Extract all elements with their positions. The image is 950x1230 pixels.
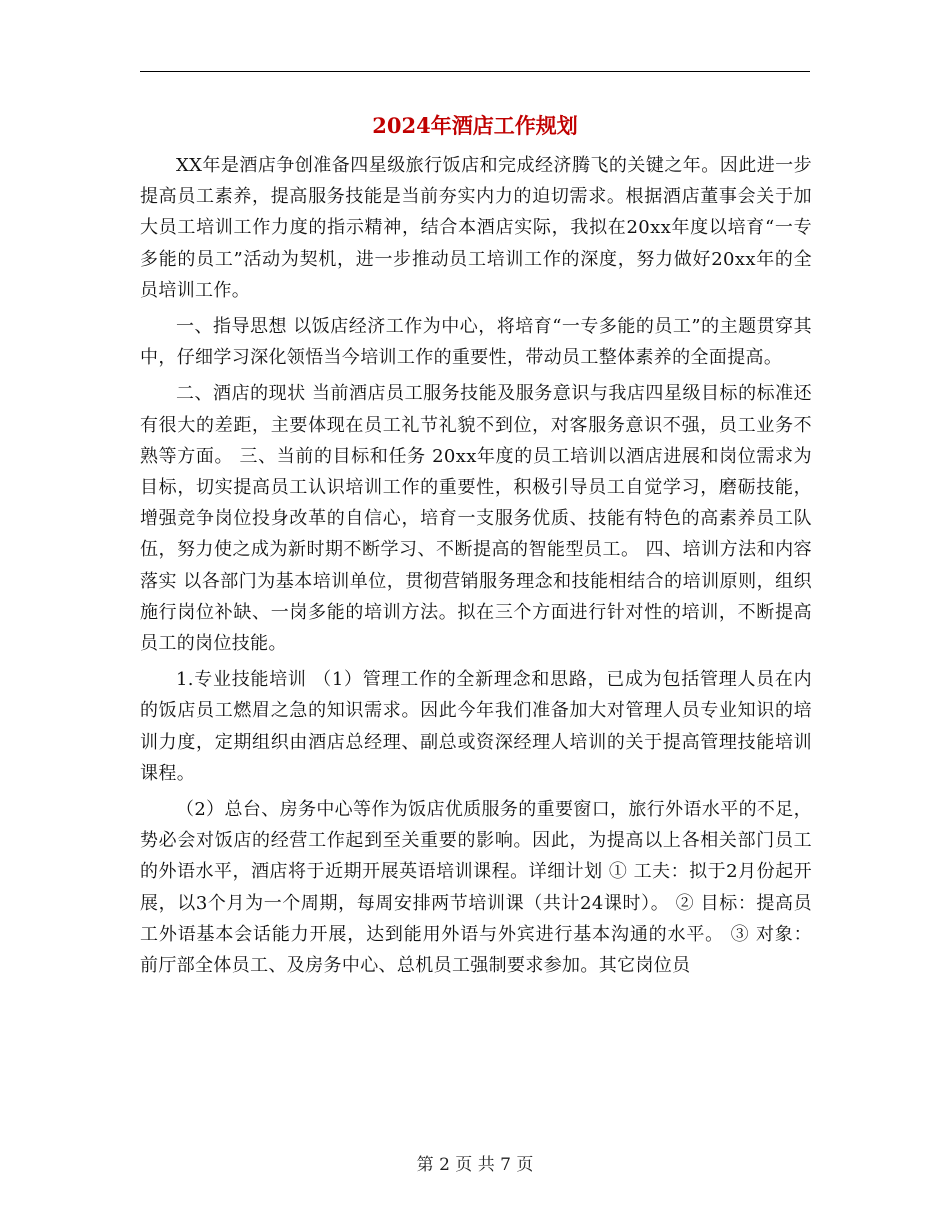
page-number: 第 2 页 共 7 页	[416, 1155, 534, 1175]
paragraph-guiding-thought: 一、指导思想 以饭店经济工作为中心，将培育“一专多能的员工”的主题贯穿其中，仔细学习深化领悟当今培训工作的重要性，带动员工整体素养的全面提高。	[140, 316, 812, 369]
paragraph-status-goals-methods: 二、酒店的现状 当前酒店员工服务技能及服务意识与我店四星级目标的标准还有很大的差距，主要体现在员工礼节礼貌不到位，对客服务意识不强，员工业务不熟等方面。 三、当前的目标和任务 20xx年度的员工培训以酒店进展和岗位需求为目标，切实提高员工认识培训工作的重要性，积极引导员工自觉学习，磨砺技能，增强竞争岗位投身改革的自信心，培育一支服务优质、技能有特色的高素养员工队伍，努力使之成为新时期不断学习、不断提高的智能型员工。 四、培训方法和内容落实 以各部门为基本培训单位，贯彻营销服务理念和技能相结合的培训原则，组织施行岗位补缺、一岗多能的培训方法。拟在三个方面进行针对性的培训，不断提高员工的岗位技能。	[140, 383, 812, 655]
page-footer	[0, 1153, 950, 1177]
paragraph-professional-training: 1.专业技能培训 （1）管理工作的全新理念和思路，已成为包括管理人员在内的饭店员工燃眉之急的知识需求。因此今年我们准备加大对管理人员专业知识的培训力度，定期组织由酒店总经理、副总或资深经理人培训的关于提高管理技能培训课程。	[140, 669, 812, 784]
document-title: 2024年酒店工作规划	[372, 113, 578, 138]
header-rule	[140, 71, 810, 72]
paragraph-language-training: （2）总台、房务中心等作为饭店优质服务的重要窗口，旅行外语水平的不足，势必会对饭店的经营工作起到至关重要的影响。因此，为提高以上各相关部门员工的外语水平，酒店将于近期开展英语培训课程。详细计划 ① 工夫：拟于2月份起开展，以3个月为一个周期，每周安排两节培训课（共计24课时）。 ② 目标：提高员工外语基本会话能力开展，达到能用外语与外宾进行基本沟通的水平。 ③ 对象：前厅部全体员工、及房务中心、总机员工强制要求参加。其它岗位员	[140, 799, 812, 977]
document-body	[140, 150, 812, 986]
paragraph-intro: XX年是酒店争创准备四星级旅行饭店和完成经济腾飞的关键之年。因此进一步提高员工素养，提高服务技能是当前夯实内力的迫切需求。根据酒店董事会关于加大员工培训工作力度的指示精神，结合本酒店实际，我拟在20xx年度以培育“一专多能的员工”活动为契机，进一步推动员工培训工作的深度，努力做好20xx年的全员培训工作。	[140, 155, 812, 301]
